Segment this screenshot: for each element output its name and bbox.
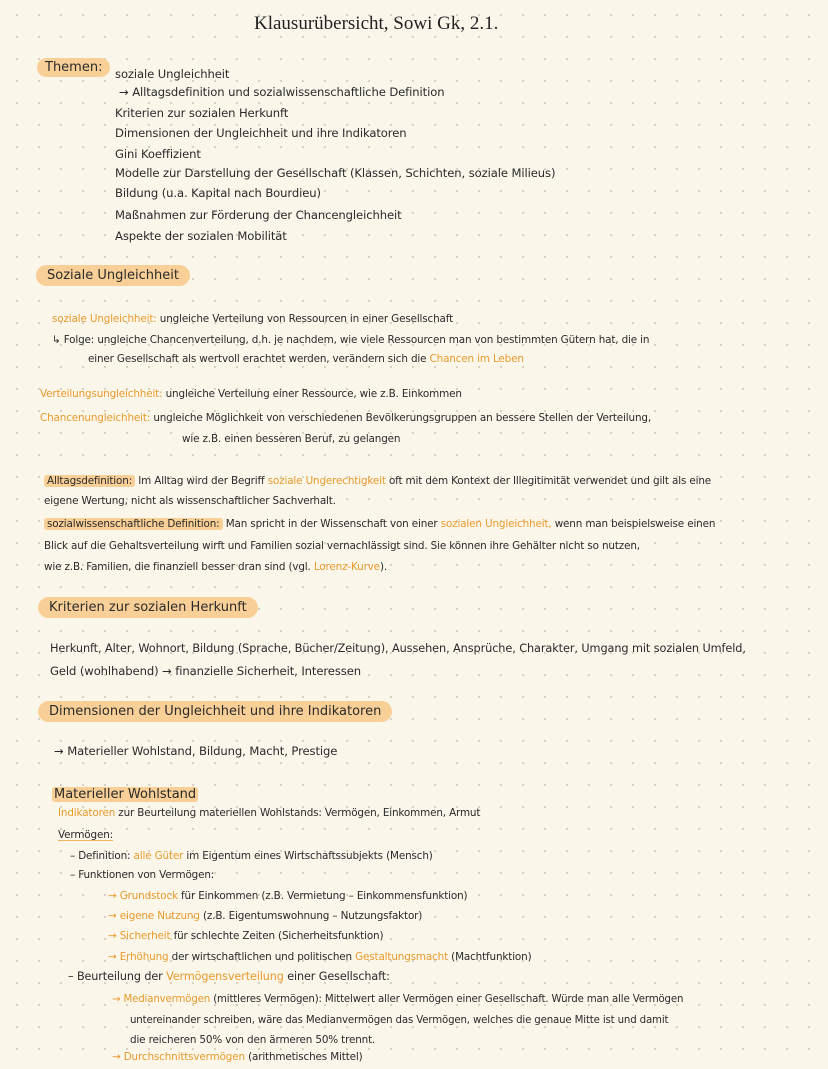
folge-line-1 [52, 334, 649, 347]
themen-item-9: Aspekte der sozialen Mobilität [115, 229, 287, 243]
text: einer Gesellschaft als wertvoll erachtet werden, verändern sich die [88, 353, 427, 365]
text: Im Alltag wird der Begriff [138, 475, 265, 487]
folge-line-2 [88, 353, 524, 366]
highlight: sozialen Ungleichheit, [440, 518, 552, 530]
indikatoren-line [58, 807, 480, 820]
themen-label: Themen: [37, 58, 110, 77]
chancenungleichheit-line-2: wie z.B. einen besseren Beruf, zu gelangen [182, 433, 401, 445]
highlight: Vermögensverteilung [166, 970, 284, 983]
text: für Einkommen (z.B. Vermietung – Einkommensfunktion) [181, 890, 468, 902]
text: ungleiche Chancenverteilung, d.h. je nachdem, wie viele Ressourcen man von bestimmten Gütern hat, die in [97, 334, 650, 346]
sozialwiss-definition-line-2: Blick auf die Gehaltsverteilung wirft und Familien sozial vernachlässigt sind. Sie können ihre Gehälter nicht so nutzen, [44, 540, 640, 552]
definition-chancenungleichheit [40, 412, 651, 425]
text: oft mit dem Kontext der Illegitimität verwendet und gilt als eine [388, 475, 712, 487]
text: der wirtschaftlichen und politischen [171, 951, 352, 963]
section-heading-kriterien: Kriterien zur sozialen Herkunft [38, 597, 258, 618]
highlight: → Grundstock [108, 890, 178, 902]
medianvermoegen-line-1 [112, 993, 683, 1006]
text: wie z.B. Familien, die finanziell besser dran sind (vgl. [44, 561, 311, 573]
term: Verteilungsungleichheit: [40, 388, 163, 400]
text: ungleiche Verteilung einer Ressource, wie z.B. Einkommen [165, 388, 462, 400]
text: – Definition: [70, 850, 131, 862]
themen-item-6: Modelle zur Darstellung der Gesellschaft (Klassen, Schichten, soziale Milieus) [115, 166, 556, 180]
section-heading-dimensionen: Dimensionen der Ungleichheit und ihre Indikatoren [38, 701, 392, 722]
themen-item-8: Maßnahmen zur Förderung der Chancengleichheit [115, 208, 402, 222]
durchschnittsvermoegen-line [112, 1051, 363, 1064]
sozialwiss-definition-line-1 [44, 518, 715, 531]
highlight: → Durchschnittsvermögen [112, 1051, 245, 1063]
beurteilung-line [68, 970, 390, 984]
funktion-3 [108, 930, 383, 943]
text: für schlechte Zeiten (Sicherheitsfunktion) [173, 930, 384, 942]
highlight: soziale Ungerechtigkeit [267, 475, 386, 487]
definition-verteilungsungleichheit [40, 388, 462, 401]
term: Alltagsdefinition: [44, 475, 135, 487]
highlight: → Medianvermögen [112, 994, 211, 1005]
text: ungleiche Möglichkeit von verschiedenen Bevölkerungsgruppen an bessere Stellen der Verteilung, [153, 412, 651, 424]
definition-soziale-ungleichheit [52, 313, 453, 326]
themen-item-3: Kriterien zur sozialen Herkunft [115, 106, 289, 120]
text: im Eigentum eines Wirtschaftssubjekts (Mensch) [186, 850, 433, 862]
text: Man spricht in der Wissenschaft von einer [225, 518, 438, 530]
vermoegen-definition [70, 850, 433, 863]
highlight: Gestaltungsmacht [355, 951, 449, 963]
folge-label: ↳ Folge: [52, 334, 95, 346]
themen-item-4: Dimensionen der Ungleichheit und ihre Indikatoren [115, 126, 407, 140]
page-title: Klausurübersicht, Sowi Gk, 2.1. [254, 13, 499, 34]
kriterien-line-2: Geld (wohlhabend) → finanzielle Sicherheit, Interessen [50, 664, 361, 678]
highlight: alle Güter [133, 850, 184, 862]
text: wenn man beispielsweise einen [554, 518, 716, 530]
themen-item-5: Gini Koeffizient [115, 147, 201, 161]
text: (Machtfunktion) [451, 951, 532, 963]
section-heading-soziale-ungleichheit: Soziale Ungleichheit [36, 265, 190, 286]
term: soziale Ungleichheit: [52, 313, 157, 325]
dimensionen-line: → Materieller Wohlstand, Bildung, Macht, Prestige [54, 744, 338, 758]
text: von Vermögen: [137, 869, 215, 881]
section-heading-materieller-wohlstand [52, 787, 198, 802]
text: – Beurteilung der [68, 970, 163, 983]
funktion-1 [108, 890, 467, 903]
text: ungleiche Verteilung von Ressourcen in einer Gesellschaft [159, 313, 454, 325]
text: einer Gesellschaft: [287, 970, 390, 983]
text: (arithmetisches Mittel) [248, 1051, 363, 1063]
text: zur Beurteilung materiellen Wohlstands: Vermögen, Einkommen, Armut [118, 807, 481, 819]
term: sozialwissenschaftliche Definition: [44, 518, 223, 530]
term: Indikatoren [58, 807, 116, 819]
funktionen-line [70, 869, 214, 882]
themen-item-1: soziale Ungleichheit [115, 67, 230, 81]
medianvermoegen-line-3: die reicheren 50% von den ärmeren 50% trennt. [130, 1034, 376, 1046]
alltagsdefinition-line-2: eigene Wertung, nicht als wissenschaftlicher Sachverhalt. [44, 495, 336, 507]
funktion-2 [108, 910, 422, 923]
sozialwiss-definition-line-3 [44, 561, 387, 574]
alltagsdefinition-line-1 [44, 475, 711, 488]
label-text: Vermögen: [58, 829, 113, 841]
medianvermoegen-line-2: untereinander schreiben, wäre das Medianvermögen das Vermögen, welches die genaue Mitte ist und damit [130, 1015, 669, 1026]
highlight: → eigene Nutzung [108, 910, 200, 922]
highlight: Lorenz-Kurve [313, 561, 380, 573]
themen-item-7: Bildung (u.a. Kapital nach Bourdieu) [115, 186, 321, 200]
text: ). [379, 561, 387, 573]
highlight-chancen: Chancen im Leben [429, 353, 524, 365]
text: (z.B. Eigentumswohnung – Nutzungsfaktor) [202, 910, 423, 922]
term: Chancenungleichheit: [40, 412, 151, 424]
funktion-4 [108, 951, 531, 964]
text: – Funktionen [70, 869, 135, 881]
highlight: → Erhöhung [108, 951, 169, 963]
vermoegen-label [58, 829, 113, 842]
text: (mittleres Vermögen): Mittelwert aller Vermögen einer Gesellschaft. Würde man alle Vermögen [213, 994, 684, 1005]
themen-item-2: → Alltagsdefinition und sozialwissenschaftliche Definition [119, 85, 445, 99]
heading-text: Materieller Wohlstand [54, 787, 197, 802]
kriterien-line-1: Herkunft, Alter, Wohnort, Bildung (Sprache, Bücher/Zeitung), Aussehen, Ansprüche, Charakter, Umgang mit sozialen Umfeld, [50, 642, 746, 655]
highlight: → Sicherheit [108, 930, 171, 942]
